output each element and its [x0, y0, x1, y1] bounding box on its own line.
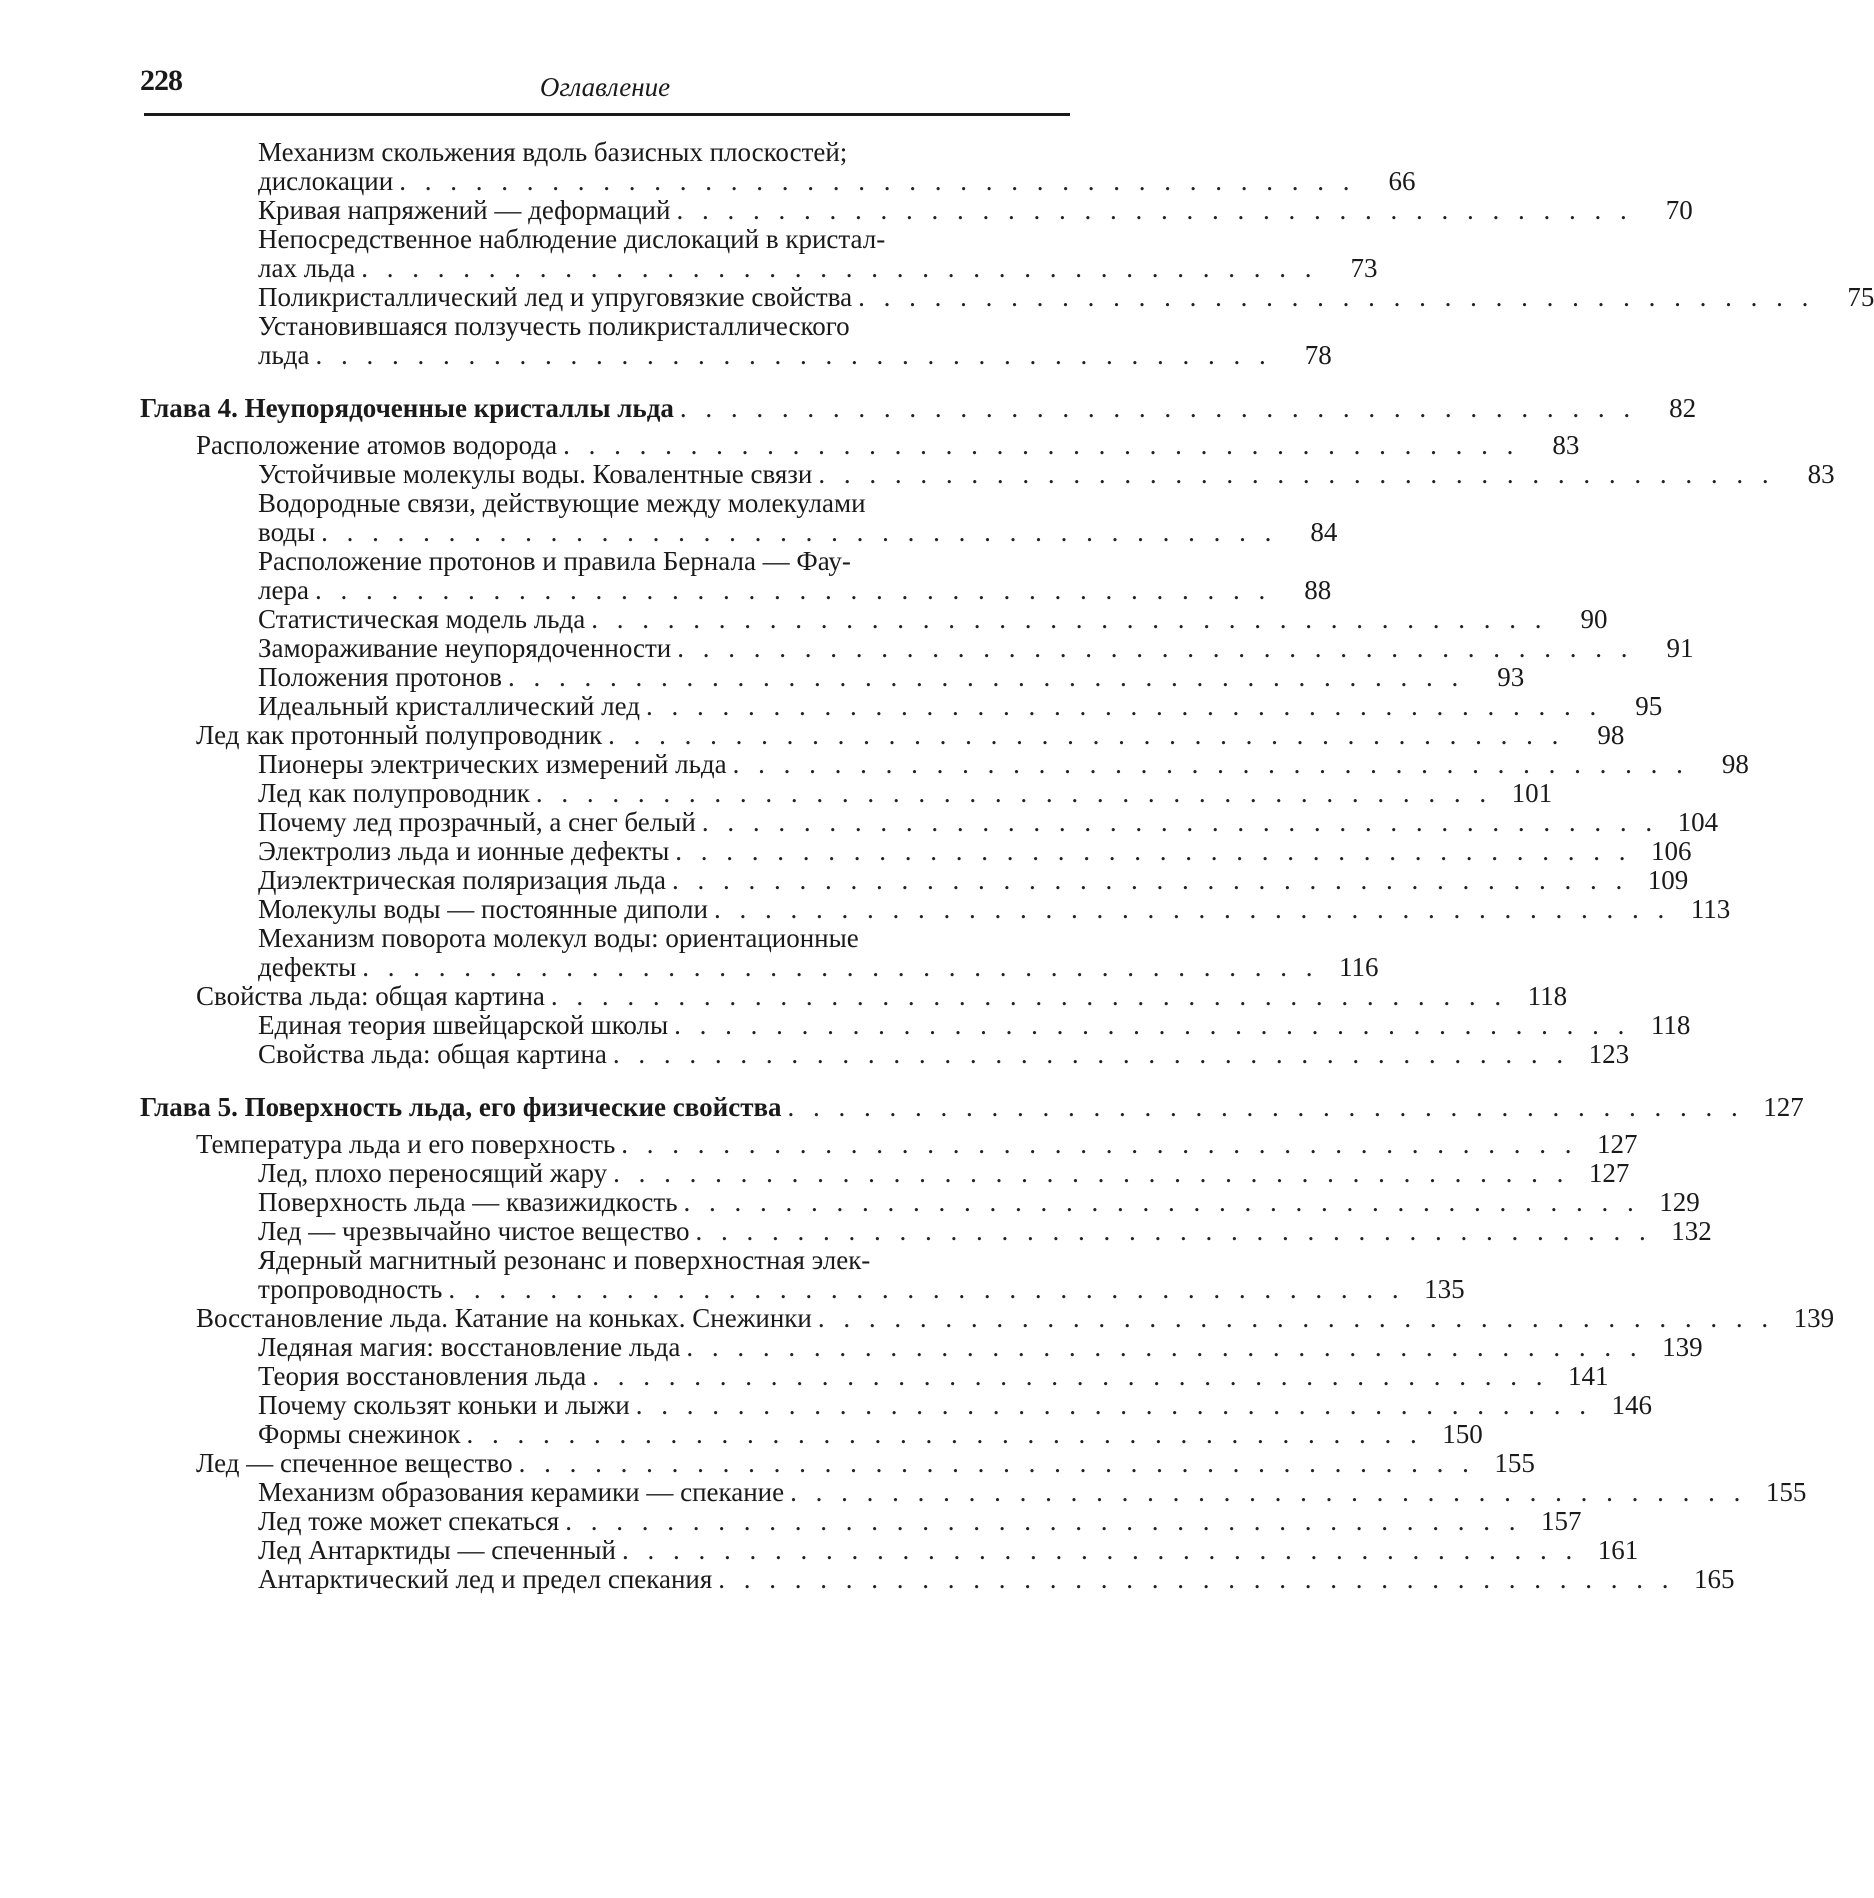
dot-leader: . . . . . . . . . . . . . . . . . . . . . . . . . . . . . . . . . . . . . . [635, 1390, 1592, 1420]
dot-leader: . . . . . . . . . . . . . . . . . . . . . . . . . . . . . . . . . . . . . . [790, 1477, 1747, 1507]
dot-leader: . . . . . . . . . . . . . . . . . . . . . . . . . . . . . . . . . . . . . . [563, 430, 1520, 460]
dot-leader: . . . . . . . . . . . . . . . . . . . . . . . . . . . . . . . . . . . . . . [858, 282, 1815, 312]
toc-subsection [258, 137, 1416, 196]
toc-entry-row [258, 1187, 1700, 1217]
toc-entry-row [258, 836, 1692, 866]
toc-page-number: 139 [1662, 1332, 1703, 1362]
toc-entry-row [196, 1303, 1835, 1333]
toc-page-number: 155 [1765, 1477, 1807, 1507]
toc-page-number: 129 [1659, 1187, 1700, 1217]
toc-entry-title: Молекулы воды — постоянные диполи [258, 894, 708, 924]
dot-leader: . . . . . . . . . . . . . . . . . . . . . . . . . . . . . . . . . . . . . . [732, 749, 1689, 779]
toc-entry-title: Поверхность льда — квазижидкость [258, 1187, 678, 1217]
toc-subsection [258, 1535, 1639, 1565]
toc-subsection [258, 633, 1694, 663]
toc-page-number: 95 [1635, 691, 1663, 721]
toc-subsection [258, 662, 1525, 692]
toc-page-number: 157 [1540, 1506, 1582, 1536]
toc-entry-title: Диэлектрическая поляризация льда [258, 865, 667, 895]
toc-page-number: 75 [1847, 282, 1874, 312]
running-title: Оглавление [539, 72, 671, 102]
toc-subsection [258, 1158, 1630, 1188]
dot-leader: . . . . . . . . . . . . . . . . . . . . . . . . . . . . . . . . . . . . . . [550, 981, 1508, 1011]
toc-entry-title: воды [258, 517, 316, 547]
toc-entry-line: Водородные связи, действующие между молекулами [258, 488, 866, 518]
toc-entry-title: Электролиз льда и ионные дефекты [258, 836, 670, 866]
dot-leader: . . . . . . . . . . . . . . . . . . . . . . . . . . . . . . . . . . . . . . [622, 1535, 1579, 1565]
toc-subsection [258, 1506, 1582, 1536]
toc-entry-title: Лед, плохо переносящий жару [258, 1158, 608, 1188]
toc-page-number: 98 [1721, 749, 1749, 779]
dot-leader: . . . . . . . . . . . . . . . . . . . . . . . . . . . . . . . . . . . . . . [695, 1216, 1652, 1246]
table-of-contents [140, 137, 1874, 1594]
toc-entry-row [258, 1158, 1630, 1188]
toc-entry-title: Глава 4. Неупорядоченные кристаллы льда [140, 393, 674, 423]
toc-entry-row [258, 282, 1874, 312]
toc-section [196, 430, 1580, 460]
dot-leader: . . . . . . . . . . . . . . . . . . . . . . . . . . . . . . . . . . . . . . [676, 195, 1633, 225]
toc-subsection [258, 1390, 1652, 1420]
toc-subsection [258, 488, 1338, 547]
dot-leader: . . . . . . . . . . . . . . . . . . . . . . . . . . . . . . . . . . . . . . [399, 166, 1356, 196]
toc-subsection [258, 1010, 1691, 1040]
toc-page-number: 146 [1611, 1390, 1652, 1420]
toc-entry-row [258, 1010, 1691, 1040]
toc-subsection [258, 836, 1692, 866]
toc-entry-title: Лед — спеченное вещество [196, 1448, 513, 1478]
toc-page-number: 150 [1442, 1419, 1483, 1449]
toc-page-number: 73 [1350, 253, 1378, 283]
toc-subsection [258, 224, 1378, 283]
toc-page-number: 101 [1511, 778, 1553, 808]
toc-entry-title: Лед как протонный полупроводник [196, 720, 603, 750]
toc-page-number: 109 [1647, 865, 1689, 895]
dot-leader: . . . . . . . . . . . . . . . . . . . . . . . . . . . . . . . . . . . . . . [508, 662, 1465, 692]
toc-subsection [258, 807, 1719, 837]
dot-leader: . . . . . . . . . . . . . . . . . . . . . . . . . . . . . . . . . . . . . . [321, 517, 1278, 547]
toc-entry-row [196, 430, 1580, 460]
toc-subsection [258, 459, 1835, 489]
dot-leader: . . . . . . . . . . . . . . . . . . . . . . . . . . . . . . . . . . . . . . [315, 340, 1272, 370]
toc-entry-title: Свойства льда: общая картина [258, 1039, 607, 1069]
toc-entry-row [258, 1332, 1703, 1362]
toc-entry-title: Почему скользят коньки и лыжи [258, 1390, 630, 1420]
page-number: 228 [140, 64, 182, 97]
toc-entry-row [258, 1039, 1630, 1069]
toc-entry-title: Почему лед прозрачный, а снег белый [258, 807, 696, 837]
toc-entry-title: Устойчивые молекулы воды. Ковалентные связи [258, 459, 813, 489]
toc-entry-row [258, 952, 1379, 982]
toc-entry-title: лах льда [258, 253, 356, 283]
toc-entry-row [196, 1448, 1535, 1478]
toc-page-number: 70 [1665, 195, 1693, 225]
toc-subsection [258, 749, 1749, 779]
toc-entry-row [258, 253, 1378, 283]
toc-page-number: 113 [1690, 894, 1731, 924]
toc-page-number: 104 [1677, 807, 1719, 837]
toc-subsection [258, 1361, 1609, 1391]
toc-entry-row [258, 604, 1608, 634]
toc-entry-row [258, 633, 1694, 663]
toc-entry-row [258, 778, 1553, 808]
toc-entry-row [258, 340, 1332, 370]
toc-page-number: 127 [1763, 1092, 1804, 1122]
toc-page-number: 139 [1793, 1303, 1835, 1333]
toc-subsection [258, 691, 1663, 721]
toc-entry-title: Ледяная магия: восстановление льда [258, 1332, 681, 1362]
toc-page-number: 118 [1527, 981, 1568, 1011]
toc-page-number: 161 [1597, 1535, 1639, 1565]
toc-page-number: 83 [1807, 459, 1835, 489]
toc-page-number: 106 [1650, 836, 1692, 866]
toc-page-number: 78 [1304, 340, 1332, 370]
dot-leader: . . . . . . . . . . . . . . . . . . . . . . . . . . . . . . . . . . . . . . [672, 865, 1629, 895]
toc-page-number: 132 [1671, 1216, 1712, 1246]
toc-page-number: 135 [1424, 1274, 1465, 1304]
toc-entry-title: тропроводность [258, 1274, 443, 1304]
toc-page-number: 66 [1388, 166, 1416, 196]
toc-entry-title: Расположение атомов водорода [196, 430, 558, 460]
toc-chapter [140, 393, 1697, 423]
toc-entry-line: Непосредственное наблюдение дислокаций в кристал- [258, 224, 886, 254]
toc-entry-line: Расположение протонов и правила Бернала — Фау- [258, 546, 851, 576]
dot-leader: . . . . . . . . . . . . . . . . . . . . . . . . . . . . . . . . . . . . . . [718, 1564, 1675, 1594]
toc-entry-title: Лед Антарктиды — спеченный [258, 1535, 616, 1565]
dot-leader: . . . . . . . . . . . . . . . . . . . . . . . . . . . . . . . . . . . . . . [621, 1129, 1578, 1159]
toc-page-number: 123 [1588, 1039, 1630, 1069]
toc-entry-title: Положения протонов [258, 662, 503, 692]
toc-section [196, 981, 1568, 1011]
toc-subsection [258, 1564, 1735, 1594]
toc-page-number: 82 [1669, 393, 1697, 423]
toc-entry-title: Лед тоже может спекаться [258, 1506, 560, 1536]
dot-leader: . . . . . . . . . . . . . . . . . . . . . . . . . . . . . . . . . . . . . . [608, 720, 1565, 750]
toc-page-number: 98 [1597, 720, 1625, 750]
dot-leader: . . . . . . . . . . . . . . . . . . . . . . . . . . . . . . . . . . . . . . [674, 1010, 1631, 1040]
toc-entry-row [258, 1564, 1735, 1594]
toc-entry-row [258, 662, 1525, 692]
dot-leader: . . . . . . . . . . . . . . . . . . . . . . . . . . . . . . . . . . . . . . [686, 1332, 1643, 1362]
toc-subsection [258, 1187, 1700, 1217]
toc-entry-line: Механизм поворота молекул воды: ориентационные [258, 923, 859, 953]
toc-entry-row [196, 1129, 1638, 1159]
toc-page-number: 155 [1494, 1448, 1535, 1478]
dot-leader: . . . . . . . . . . . . . . . . . . . . . . . . . . . . . . . . . . . . . . [818, 459, 1775, 489]
toc-subsection [258, 1245, 1465, 1304]
dot-leader: . . . . . . . . . . . . . . . . . . . . . . . . . . . . . . . . . . . . . . [565, 1506, 1522, 1536]
toc-entry-row [258, 865, 1689, 895]
toc-entry-row [258, 1390, 1652, 1420]
toc-entry-title: Идеальный кристаллический лед [258, 691, 640, 721]
toc-entry-row [140, 393, 1697, 423]
toc-entry-title: Теория восстановления льда [258, 1361, 587, 1391]
toc-page-number: 116 [1338, 952, 1379, 982]
toc-subsection [258, 1477, 1807, 1507]
toc-page-number: 118 [1650, 1010, 1691, 1040]
toc-page-number: 165 [1694, 1564, 1735, 1594]
toc-entry-row [258, 1216, 1712, 1246]
toc-subsection [258, 1419, 1483, 1449]
toc-page-number: 88 [1304, 575, 1332, 605]
dot-leader: . . . . . . . . . . . . . . . . . . . . . . . . . . . . . . . . . . . . . . [713, 894, 1671, 924]
toc-section [196, 720, 1625, 750]
toc-entry-line: Механизм скольжения вдоль базисных плоскостей; [258, 137, 848, 167]
toc-entry-row [258, 1419, 1483, 1449]
toc-entry-title: Лед как полупроводник [258, 778, 530, 808]
dot-leader: . . . . . . . . . . . . . . . . . . . . . . . . . . . . . . . . . . . . . . [362, 952, 1319, 982]
toc-entry-row [258, 459, 1835, 489]
toc-entry-row [258, 749, 1749, 779]
toc-entry-row [258, 195, 1693, 225]
toc-entry-row [258, 575, 1332, 605]
toc-entry-row [258, 894, 1731, 924]
dot-leader: . . . . . . . . . . . . . . . . . . . . . . . . . . . . . . . . . . . . . . [314, 575, 1272, 605]
toc-entry-row [258, 1506, 1582, 1536]
toc-subsection [258, 894, 1731, 924]
toc-subsection [258, 311, 1332, 370]
toc-entry-row [258, 517, 1338, 547]
dot-leader: . . . . . . . . . . . . . . . . . . . . . . . . . . . . . . . . . . . . . . [613, 1158, 1570, 1188]
toc-subsection [258, 195, 1693, 225]
toc-page-number: 127 [1588, 1158, 1630, 1188]
toc-entry-title: Механизм образования керамики — спекание [258, 1477, 785, 1507]
dot-leader: . . . . . . . . . . . . . . . . . . . . . . . . . . . . . . . . . . . . . . [679, 393, 1637, 423]
toc-subsection [258, 865, 1689, 895]
toc-entry-title: Температура льда и его поверхность [196, 1129, 616, 1159]
toc-entry-title: Кривая напряжений — деформаций [258, 195, 671, 225]
toc-entry-row [258, 1274, 1465, 1304]
toc-entry-title: лера [258, 575, 309, 605]
toc-entry-title: Формы снежинок [258, 1419, 461, 1449]
toc-entry-row [258, 691, 1663, 721]
toc-subsection [258, 1216, 1712, 1246]
toc-entry-line: Установившаяся ползучесть поликристаллического [258, 311, 850, 341]
dot-leader: . . . . . . . . . . . . . . . . . . . . . . . . . . . . . . . . . . . . . . [645, 691, 1603, 721]
dot-leader: . . . . . . . . . . . . . . . . . . . . . . . . . . . . . . . . . . . . . . [518, 1448, 1475, 1478]
dot-leader: . . . . . . . . . . . . . . . . . . . . . . . . . . . . . . . . . . . . . . [787, 1092, 1744, 1122]
toc-entry-title: Свойства льда: общая картина [196, 981, 545, 1011]
toc-entry-row [258, 807, 1719, 837]
toc-subsection [258, 1039, 1630, 1069]
toc-entry-title: Поликристаллический лед и упруговязкие свойства [258, 282, 853, 312]
toc-page-number: 90 [1580, 604, 1608, 634]
dot-leader: . . . . . . . . . . . . . . . . . . . . . . . . . . . . . . . . . . . . . . [683, 1187, 1640, 1217]
toc-entry-row [196, 981, 1568, 1011]
toc-entry-title: Глава 5. Поверхность льда, его физические свойства [140, 1092, 782, 1122]
toc-subsection [258, 282, 1874, 312]
dot-leader: . . . . . . . . . . . . . . . . . . . . . . . . . . . . . . . . . . . . . . [675, 836, 1632, 866]
dot-leader: . . . . . . . . . . . . . . . . . . . . . . . . . . . . . . . . . . . . . . [361, 253, 1318, 283]
dot-leader: . . . . . . . . . . . . . . . . . . . . . . . . . . . . . . . . . . . . . . [612, 1039, 1570, 1069]
toc-entry-title: Единая теория швейцарской школы [258, 1010, 669, 1040]
toc-page-number: 84 [1310, 517, 1338, 547]
toc-section [196, 1129, 1638, 1159]
toc-subsection [258, 1332, 1703, 1362]
toc-page-number: 141 [1568, 1361, 1609, 1391]
dot-leader: . . . . . . . . . . . . . . . . . . . . . . . . . . . . . . . . . . . . . . [448, 1274, 1405, 1304]
dot-leader: . . . . . . . . . . . . . . . . . . . . . . . . . . . . . . . . . . . . . . [466, 1419, 1423, 1449]
toc-subsection [258, 923, 1379, 982]
toc-entry-row [258, 1361, 1609, 1391]
toc-section [196, 1448, 1535, 1478]
toc-entry-title: дефекты [258, 952, 357, 982]
toc-chapter [140, 1092, 1804, 1122]
toc-subsection [258, 778, 1553, 808]
toc-section [196, 1303, 1835, 1333]
toc-entry-title: Лед — чрезвычайно чистое вещество [258, 1216, 690, 1246]
toc-subsection [258, 546, 1332, 605]
dot-leader: . . . . . . . . . . . . . . . . . . . . . . . . . . . . . . . . . . . . . . [535, 778, 1493, 808]
dot-leader: . . . . . . . . . . . . . . . . . . . . . . . . . . . . . . . . . . . . . . [592, 1361, 1549, 1391]
dot-leader: . . . . . . . . . . . . . . . . . . . . . . . . . . . . . . . . . . . . . . [677, 633, 1634, 663]
dot-leader: . . . . . . . . . . . . . . . . . . . . . . . . . . . . . . . . . . . . . . [591, 604, 1548, 634]
toc-entry-row [258, 1535, 1639, 1565]
header-rule [144, 113, 1070, 116]
toc-entry-row [140, 1092, 1804, 1122]
toc-entry-title: дислокации [258, 166, 394, 196]
toc-page-number: 91 [1666, 633, 1694, 663]
toc-entry-title: Восстановление льда. Катание на коньках. Снежинки [196, 1303, 812, 1333]
toc-entry-title: Замораживание неупорядоченности [258, 633, 672, 663]
dot-leader: . . . . . . . . . . . . . . . . . . . . . . . . . . . . . . . . . . . . . . [817, 1303, 1775, 1333]
toc-entry-title: льда [258, 340, 310, 370]
toc-subsection [258, 604, 1608, 634]
toc-page-number: 127 [1597, 1129, 1638, 1159]
toc-page-number: 93 [1497, 662, 1525, 692]
toc-entry-title: Пионеры электрических измерений льда [258, 749, 727, 779]
toc-page-number: 83 [1552, 430, 1580, 460]
toc-entry-row [258, 166, 1416, 196]
page-header [140, 64, 1070, 114]
toc-entry-row [258, 1477, 1807, 1507]
dot-leader: . . . . . . . . . . . . . . . . . . . . . . . . . . . . . . . . . . . . . . [701, 807, 1659, 837]
toc-entry-title: Статистическая модель льда [258, 604, 586, 634]
toc-entry-line: Ядерный магнитный резонанс и поверхностная элек- [258, 1245, 871, 1275]
toc-entry-row [196, 720, 1625, 750]
toc-entry-title: Антарктический лед и предел спекания [258, 1564, 713, 1594]
